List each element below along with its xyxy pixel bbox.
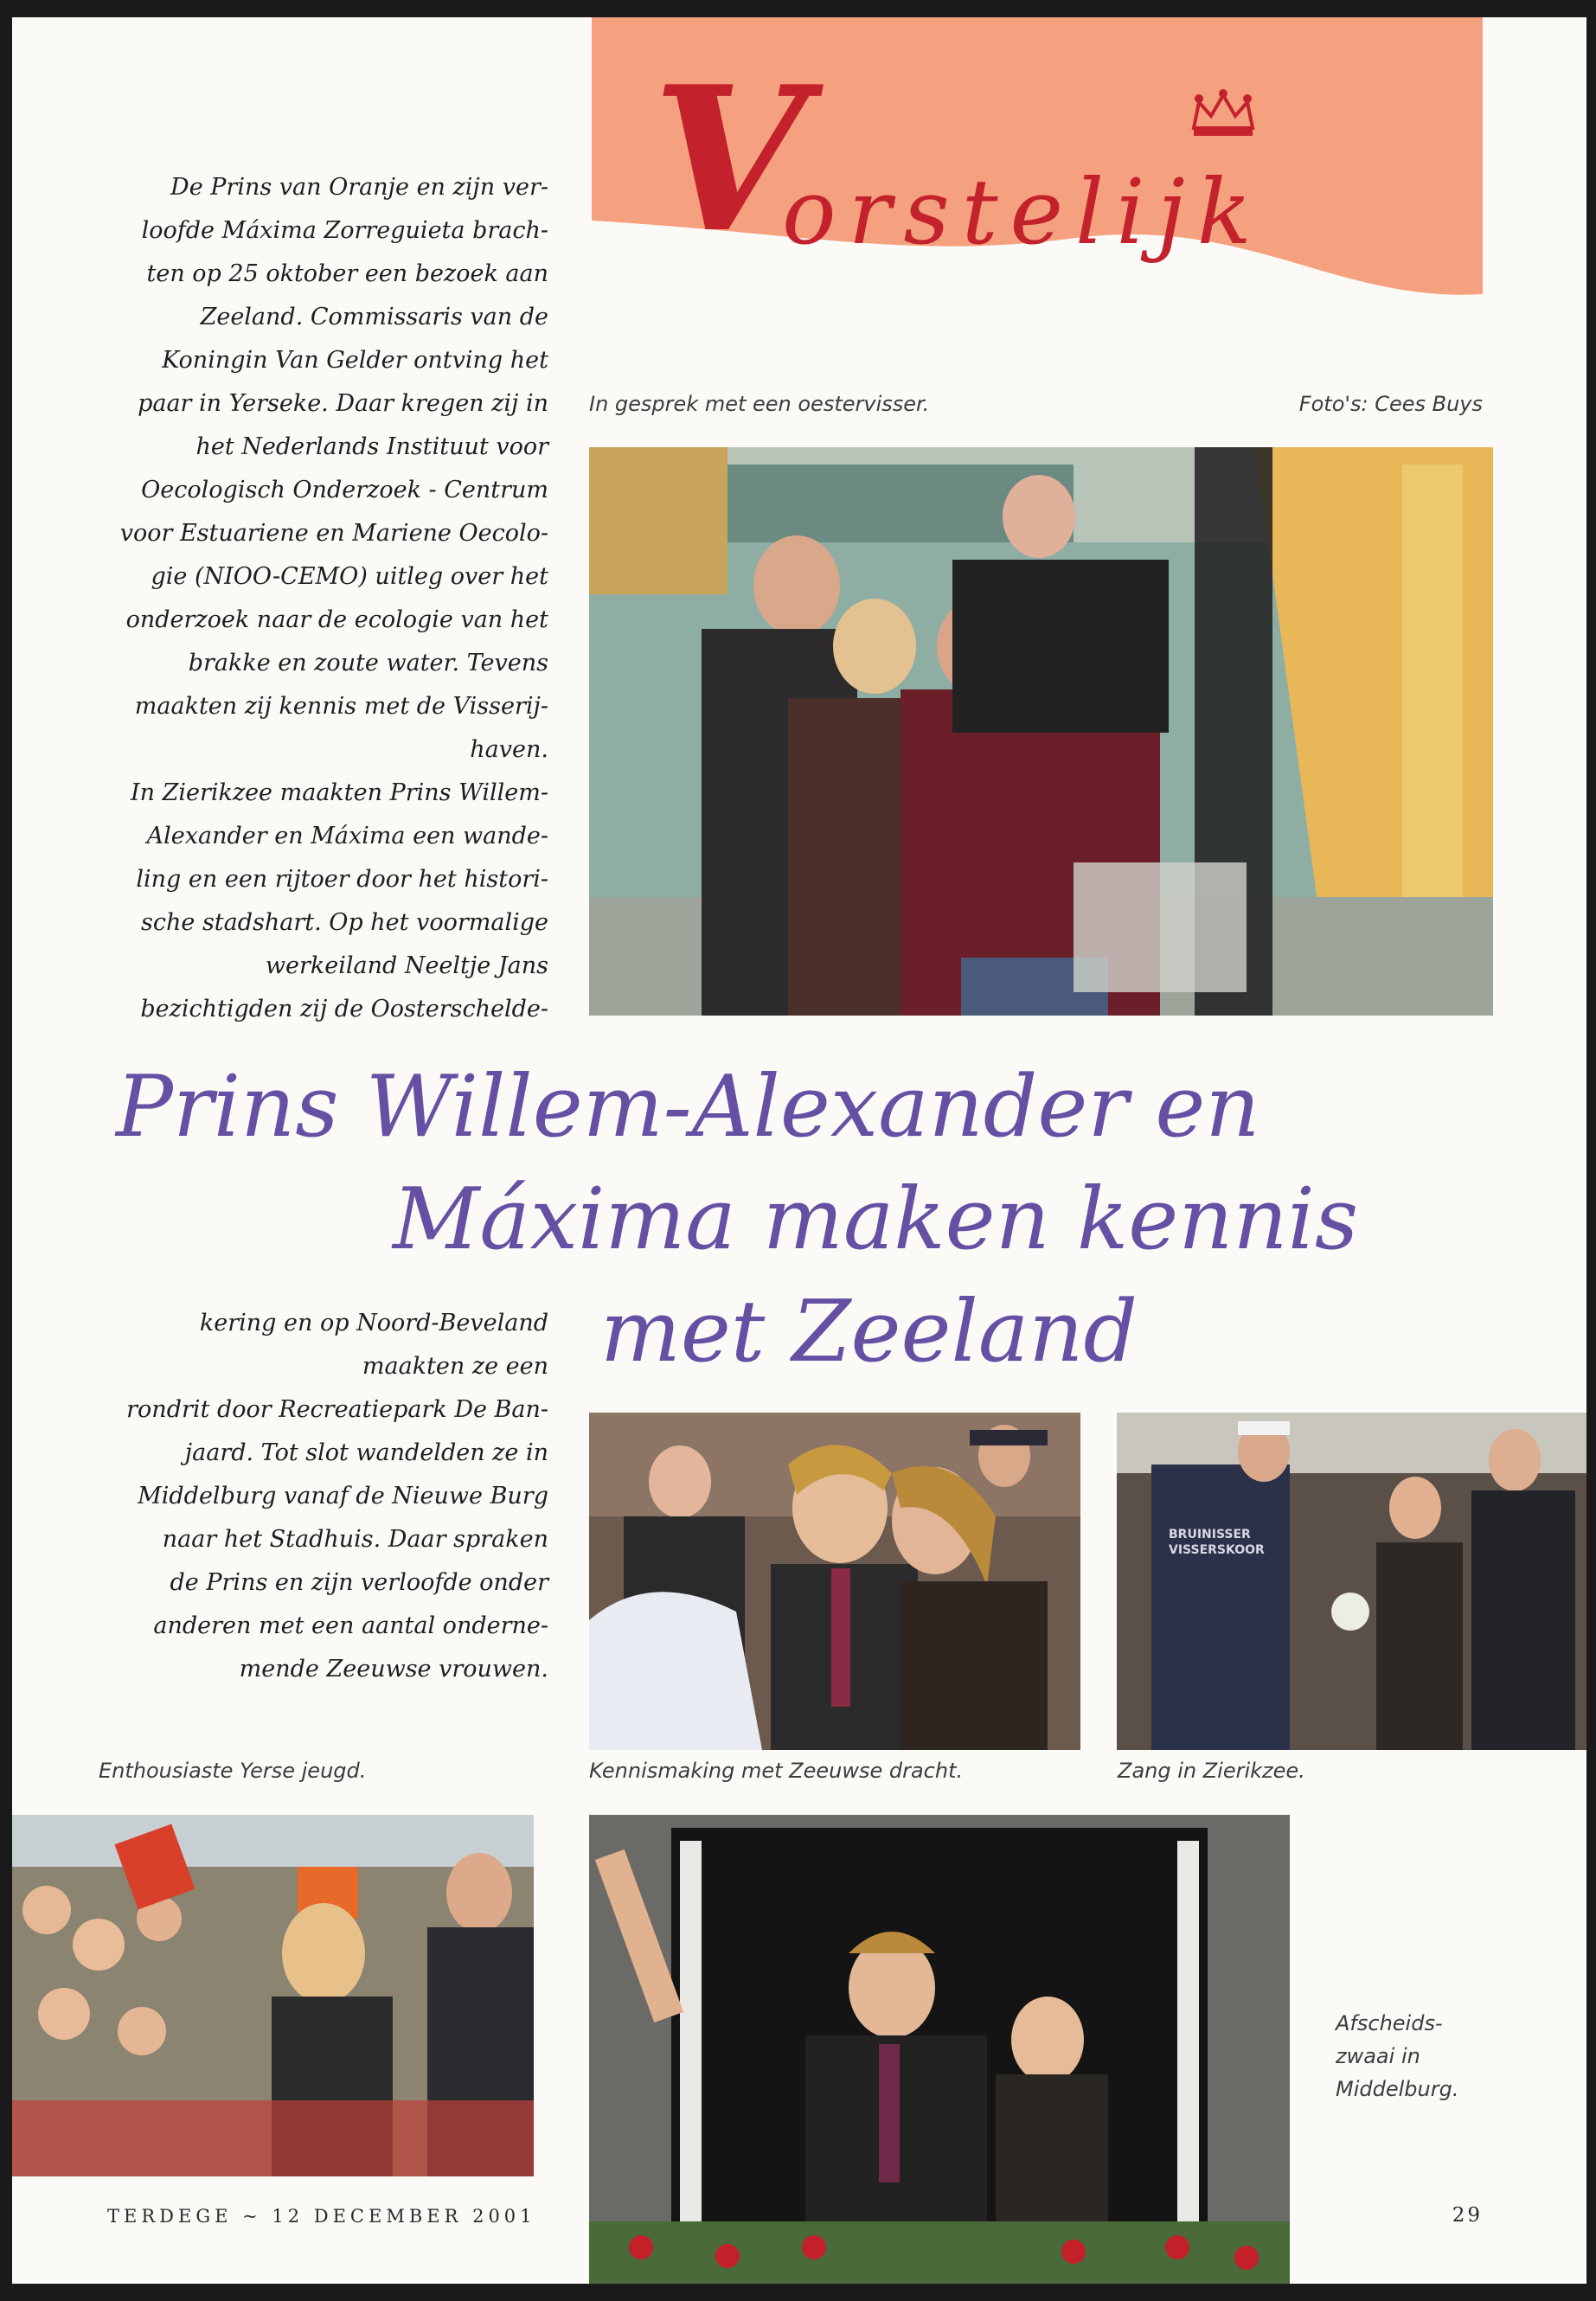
photo-credit: Foto's: Cees Buys <box>1298 392 1483 416</box>
crown-icon <box>1189 88 1258 140</box>
caption-oyster-fisherman: In gesprek met een oestervisser. <box>589 392 930 416</box>
section-title-initial: V <box>652 43 807 277</box>
section-banner <box>592 17 1483 329</box>
footer-publication-date: TERDEGE ~ 12 DECEMBER 2001 <box>107 2206 536 2227</box>
photo-afscheidszwaai <box>589 1815 1290 2284</box>
caption-yerse-jeugd: Enthousiaste Yerse jeugd. <box>99 1759 367 1783</box>
caption-afscheidszwaai: Afscheids- zwaai in Middelburg. <box>1336 2011 1459 2101</box>
magazine-page <box>12 17 1586 2284</box>
headline-line-1: Prins Willem-Alexander en <box>116 1058 1260 1157</box>
vest-lettering: BRUINISSER VISSERSKOOR <box>1169 1528 1265 1557</box>
section-title-rest: orstelijk <box>782 159 1264 265</box>
photo-oyster-fisherman <box>589 447 1493 1016</box>
caption-zierikzee: Zang in Zierikzee. <box>1118 1759 1305 1783</box>
continuation-paragraph: kering en op Noord-Beveland maakten ze een rondrit door Recreatiepark De Ban- jaard. Tot slot wandelden ze in Middelburg vanaf de Nieuwe Burg naar het Stadhuis. Daar spraken de Prins en zijn verloofde onder anderen met een aantal onderne- mende Zeeuwse vrouwen. <box>126 1310 548 1682</box>
intro-paragraph: De Prins van Oranje en zijn ver- loofde Máxima Zorreguieta brach- ten op 25 oktober een bezoek aan Zeeland. Commissaris van de Koningin Van Gelder ontving het paar in Yerseke. Daar kregen zij in het Nederlands Instituut voor Oecologisch Onderzoek - Centrum voor Estuariene en Mariene Oecolo- gie (NIOO-CEMO) uitleg over het onderzoek naar de ecologie van het brakke en zoute water. Tevens maakten zij kennis met de Visserij- haven. In Zierikzee maakten Prins Willem- Alexander en Máxima een wande- ling en een rijtoer door het histori- sche stadshart. Op het voormalige werkeiland Neeltje Jans bezichtigden zij de Oosterschelde- <box>119 174 548 1022</box>
page-number: 29 <box>1452 2204 1483 2227</box>
photo-yerse-jeugd <box>12 1815 534 2176</box>
headline-line-3: met Zeeland <box>600 1283 1138 1381</box>
section-title <box>652 43 1465 277</box>
photo-zierikzee <box>1117 1413 1586 1750</box>
headline-line-2: Máxima maken kennis <box>393 1170 1359 1269</box>
caption-zeeuwse-dracht: Kennismaking met Zeeuwse dracht. <box>589 1759 964 1783</box>
photo-zeeuwse-dracht <box>589 1413 1080 1750</box>
